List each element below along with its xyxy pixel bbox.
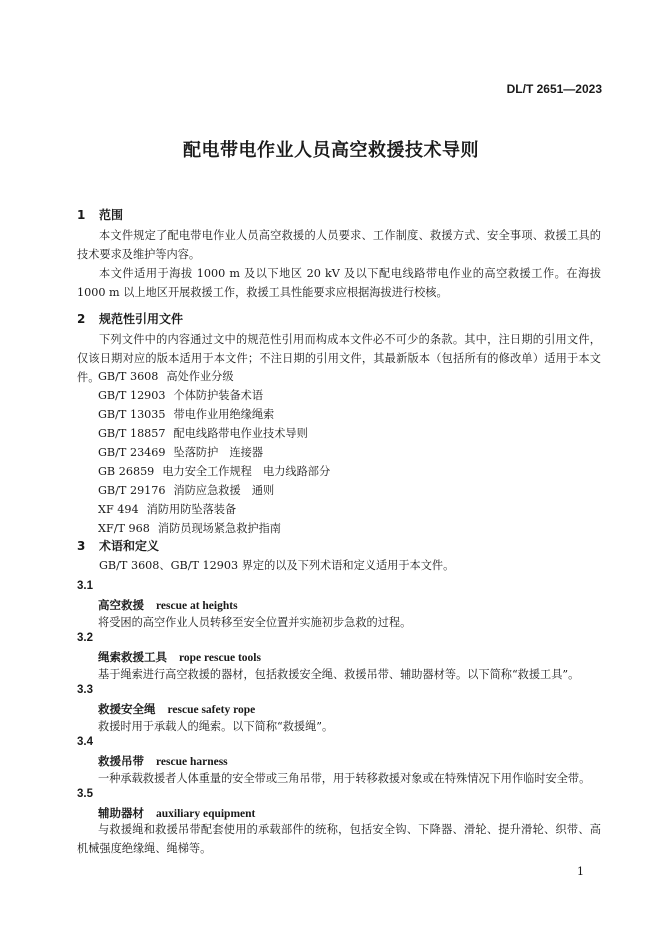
reference-title: 坠落防护 连接器 bbox=[173, 446, 264, 459]
term-heading bbox=[98, 805, 255, 821]
reference-item bbox=[98, 424, 308, 443]
reference-title: 消防员现场紧急救护指南 bbox=[157, 522, 281, 535]
term-zh: 高空救援 bbox=[98, 598, 144, 612]
reference-item bbox=[98, 386, 263, 405]
reference-title: 消防用防坠落装备 bbox=[146, 503, 237, 516]
reference-code: GB/T 29176 bbox=[98, 484, 166, 497]
reference-title: 高处作业分级 bbox=[166, 370, 234, 383]
term-definition: 与救援绳和救援吊带配套使用的承载部件的统称，包括安全钩、下降器、滑轮、提升滑轮、织带、高机械强度绝缘绳、绳梯等。 bbox=[77, 823, 601, 855]
standard-number: DL/T 2651—2023 bbox=[506, 82, 602, 96]
reference-code: XF 494 bbox=[98, 503, 139, 516]
paragraph: GB/T 3608、GB/T 12903 界定的以及下列术语和定义适用于本文件。 bbox=[99, 559, 455, 572]
reference-item bbox=[98, 462, 330, 481]
reference-code: XF/T 968 bbox=[98, 522, 150, 535]
reference-item bbox=[98, 405, 274, 424]
paragraph: 本文件适用于海拔 1000 m 及以下地区 20 kV 及以下配电线路带电作业的高空救援工作。在海拔 1000 m 以上地区开展救援工作，救援工具性能要求应根据海拔进行校核。 bbox=[77, 267, 601, 299]
term-number: 3.2 bbox=[77, 632, 93, 644]
reference-title: 电力安全工作规程 电力线路部分 bbox=[162, 465, 331, 478]
reference-item bbox=[98, 519, 281, 538]
term-heading bbox=[98, 701, 255, 717]
reference-code: GB/T 12903 bbox=[98, 389, 166, 402]
reference-title: 配电线路带电作业技术导则 bbox=[173, 427, 308, 440]
term-zh: 辅助器材 bbox=[98, 806, 144, 820]
term-zh: 救援安全绳 bbox=[98, 702, 156, 716]
page-number: 1 bbox=[577, 865, 584, 878]
reference-title: 带电作业用绝缘绳索 bbox=[173, 408, 275, 421]
term-number: 3.3 bbox=[77, 684, 93, 696]
reference-title: 个体防护装备术语 bbox=[173, 389, 264, 402]
section-number: 2 bbox=[77, 312, 86, 326]
section-title: 规范性引用文件 bbox=[99, 312, 184, 326]
term-en: rescue at heights bbox=[156, 600, 238, 612]
section-heading-3 bbox=[77, 537, 159, 554]
paragraph: 下列文件中的内容通过文中的规范性引用而构成本文件必不可少的条款。其中，注日期的引用文件，仅该日期对应的版本适用于本文件；不注日期的引用文件，其最新版本（包括所有的修改单）适用于本文件。 bbox=[77, 333, 601, 384]
reference-code: GB/T 18857 bbox=[98, 427, 166, 440]
term-en: rope rescue tools bbox=[179, 652, 261, 664]
reference-item bbox=[98, 500, 236, 519]
reference-code: GB/T 3608 bbox=[98, 370, 159, 383]
reference-item bbox=[98, 367, 234, 386]
reference-code: GB/T 13035 bbox=[98, 408, 166, 421]
term-en: auxiliary equipment bbox=[156, 808, 256, 820]
reference-item bbox=[98, 481, 274, 500]
term-number: 3.4 bbox=[77, 736, 93, 748]
term-heading bbox=[98, 753, 228, 769]
term-definition: 将受困的高空作业人员转移至安全位置并实施初步急救的过程。 bbox=[98, 616, 412, 629]
section-number: 3 bbox=[77, 539, 86, 553]
term-definition: 救援时用于承载人的绳索。以下简称“救援绳”。 bbox=[98, 720, 334, 733]
section-heading-2 bbox=[77, 310, 183, 327]
term-en: rescue safety rope bbox=[167, 704, 256, 716]
section-title: 范围 bbox=[99, 208, 124, 222]
section-number: 1 bbox=[77, 208, 86, 222]
term-definition: 一种承载救援者人体重量的安全带或三角吊带，用于转移救援对象或在特殊情况下用作临时安全带。 bbox=[98, 772, 591, 785]
section-heading-1 bbox=[77, 206, 123, 223]
term-definition: 基于绳索进行高空救援的器材，包括救援安全绳、救援吊带、辅助器材等。以下简称“救援工具”。 bbox=[98, 668, 580, 681]
term-zh: 绳索救援工具 bbox=[98, 650, 167, 664]
reference-code: GB 26859 bbox=[98, 465, 155, 478]
term-zh: 救援吊带 bbox=[98, 754, 144, 768]
document-title: 配电带电作业人员高空救援技术导则 bbox=[183, 140, 479, 161]
reference-item bbox=[98, 443, 263, 462]
term-heading bbox=[98, 597, 238, 613]
term-number: 3.1 bbox=[77, 580, 93, 592]
term-en: rescue harness bbox=[156, 756, 228, 768]
section-title: 术语和定义 bbox=[99, 539, 160, 553]
paragraph: 本文件规定了配电带电作业人员高空救援的人员要求、工作制度、救援方式、安全事项、救援工具的技术要求及维护等内容。 bbox=[77, 229, 601, 261]
reference-code: GB/T 23469 bbox=[98, 446, 166, 459]
reference-title: 消防应急救援 通则 bbox=[173, 484, 275, 497]
term-number: 3.5 bbox=[77, 788, 93, 800]
term-heading bbox=[98, 649, 261, 665]
